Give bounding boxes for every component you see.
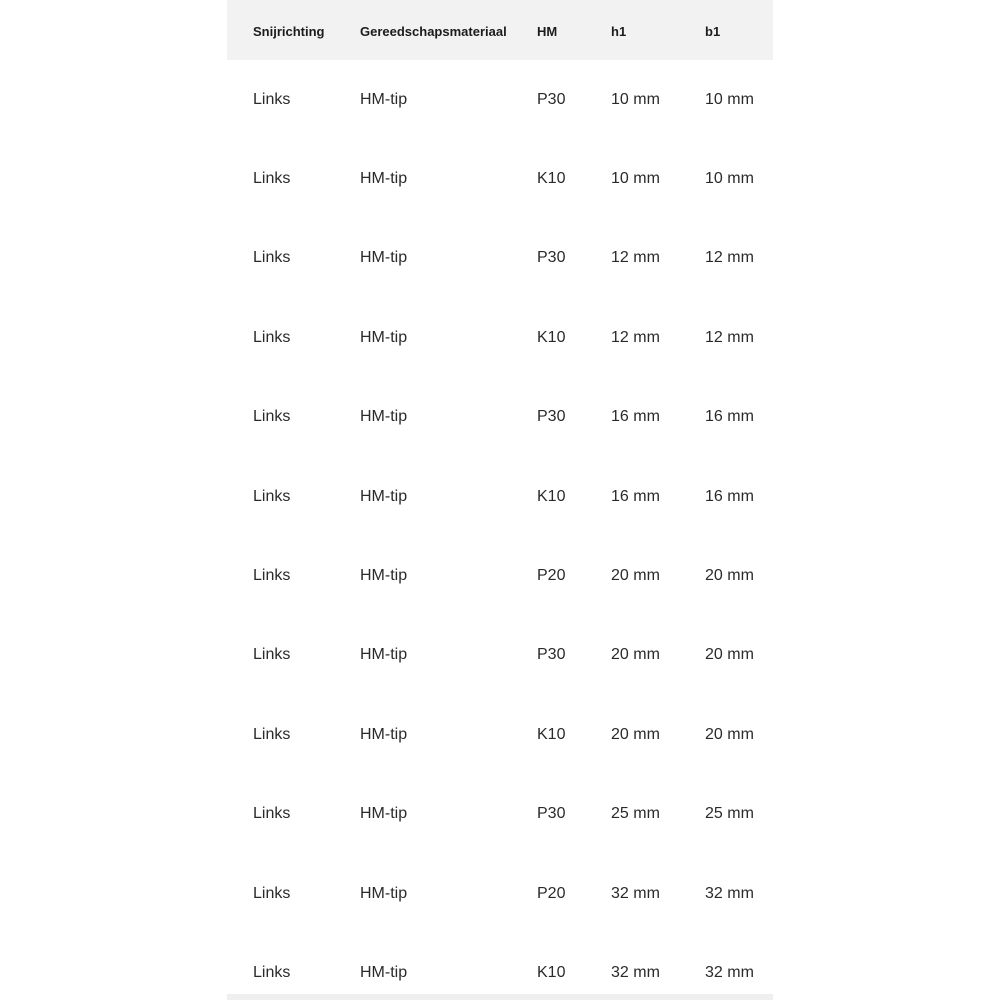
- header-cell-h1: h1: [611, 0, 705, 60]
- cell-snijrichting: Links: [227, 854, 360, 933]
- cell-snijrichting: Links: [227, 378, 360, 457]
- cell-gereedschapsmateriaal: HM-tip: [360, 536, 537, 615]
- cell-hm: P30: [537, 616, 611, 695]
- cell-b1: 20 mm: [705, 536, 773, 615]
- cell-b1: 25 mm: [705, 775, 773, 854]
- table-row: [227, 616, 773, 695]
- cell-h1: 12 mm: [611, 219, 705, 298]
- cell-snijrichting: Links: [227, 60, 360, 139]
- header-cell-gereedschapsmateriaal: Gereedschapsmateriaal: [360, 0, 537, 60]
- cell-snijrichting: Links: [227, 298, 360, 377]
- cell-hm: P30: [537, 775, 611, 854]
- cell-gereedschapsmateriaal: HM-tip: [360, 457, 537, 536]
- cell-b1: 16 mm: [705, 457, 773, 536]
- cell-hm: K10: [537, 139, 611, 218]
- table-row: [227, 854, 773, 933]
- header-cell-hm: HM: [537, 0, 611, 60]
- cell-gereedschapsmateriaal: HM-tip: [360, 695, 537, 774]
- next-section-divider: [227, 994, 773, 1000]
- cell-hm: P20: [537, 536, 611, 615]
- cell-snijrichting: Links: [227, 457, 360, 536]
- cell-gereedschapsmateriaal: HM-tip: [360, 378, 537, 457]
- product-specs-table: [227, 0, 773, 1000]
- cell-b1: 32 mm: [705, 854, 773, 933]
- cell-b1: 32 mm: [705, 933, 773, 1000]
- cell-h1: 16 mm: [611, 457, 705, 536]
- cell-hm: P20: [537, 854, 611, 933]
- table-row: [227, 695, 773, 774]
- table-row: [227, 775, 773, 854]
- cell-b1: 20 mm: [705, 695, 773, 774]
- cell-hm: K10: [537, 298, 611, 377]
- cell-hm: P30: [537, 378, 611, 457]
- cell-b1: 20 mm: [705, 616, 773, 695]
- cell-h1: 10 mm: [611, 60, 705, 139]
- cell-h1: 25 mm: [611, 775, 705, 854]
- cell-b1: 16 mm: [705, 378, 773, 457]
- table-row: [227, 933, 773, 1000]
- cell-h1: 12 mm: [611, 298, 705, 377]
- cell-hm: P30: [537, 60, 611, 139]
- cell-hm: P30: [537, 219, 611, 298]
- table-row: [227, 139, 773, 218]
- cell-snijrichting: Links: [227, 219, 360, 298]
- cell-h1: 20 mm: [611, 536, 705, 615]
- table-row: [227, 457, 773, 536]
- cell-h1: 16 mm: [611, 378, 705, 457]
- cell-h1: 32 mm: [611, 854, 705, 933]
- cell-b1: 12 mm: [705, 298, 773, 377]
- cell-hm: K10: [537, 457, 611, 536]
- cell-b1: 12 mm: [705, 219, 773, 298]
- cell-hm: K10: [537, 695, 611, 774]
- table-header-row: [227, 0, 773, 60]
- table-row: [227, 219, 773, 298]
- cell-gereedschapsmateriaal: HM-tip: [360, 60, 537, 139]
- cell-h1: 20 mm: [611, 616, 705, 695]
- cell-snijrichting: Links: [227, 616, 360, 695]
- specs-table: [227, 0, 773, 1000]
- cell-gereedschapsmateriaal: HM-tip: [360, 139, 537, 218]
- cell-gereedschapsmateriaal: HM-tip: [360, 219, 537, 298]
- cell-h1: 10 mm: [611, 139, 705, 218]
- cell-snijrichting: Links: [227, 695, 360, 774]
- cell-b1: 10 mm: [705, 60, 773, 139]
- table-row: [227, 60, 773, 139]
- table-row: [227, 298, 773, 377]
- cell-h1: 32 mm: [611, 933, 705, 1000]
- table-row: [227, 378, 773, 457]
- cell-gereedschapsmateriaal: HM-tip: [360, 933, 537, 1000]
- cell-snijrichting: Links: [227, 775, 360, 854]
- cell-h1: 20 mm: [611, 695, 705, 774]
- cell-gereedschapsmateriaal: HM-tip: [360, 775, 537, 854]
- table-row: [227, 536, 773, 615]
- cell-gereedschapsmateriaal: HM-tip: [360, 854, 537, 933]
- cell-snijrichting: Links: [227, 536, 360, 615]
- cell-snijrichting: Links: [227, 933, 360, 1000]
- header-cell-snijrichting: Snijrichting: [227, 0, 360, 60]
- cell-b1: 10 mm: [705, 139, 773, 218]
- cell-hm: K10: [537, 933, 611, 1000]
- header-cell-b1: b1: [705, 0, 773, 60]
- cell-gereedschapsmateriaal: HM-tip: [360, 616, 537, 695]
- cell-snijrichting: Links: [227, 139, 360, 218]
- cell-gereedschapsmateriaal: HM-tip: [360, 298, 537, 377]
